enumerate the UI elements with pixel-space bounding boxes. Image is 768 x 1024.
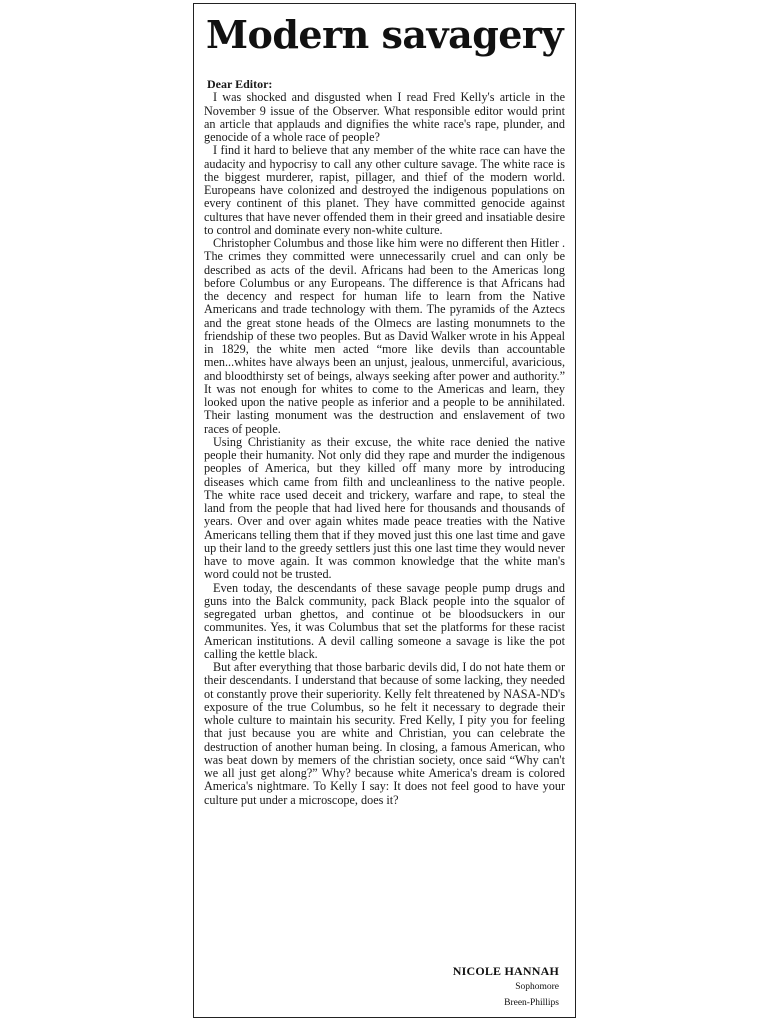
signature-block: [453, 964, 559, 1011]
letter-paragraph: I was shocked and disgusted when I read Fred Kelly's article in the November 9 issue of the Observer. What responsible editor would print an article that applauds and dignifies the white race's rape, plunder, and genocide of a whole race of people?: [204, 90, 565, 144]
letter-paragraph: Using Christianity as their excuse, the white race denied the native people their humanity. Not only did they rape and murder the indigenous peoples of America, but they killed off many more by introducing diseases which came from filth and uncleanliness to the native people. The white race used deceit and trickery, warfare and rape, to steal the land from the people that had lived here for thousands and thousands of years. Over and over again whites made peace treaties with the Native Americans telling them that if they moved just this one last time and gave up their land to the greedy settlers just this one last time they would never have to move again. It was common knowledge that the white man's word could not be trusted.: [204, 434, 565, 582]
author-year: Sophomore: [515, 982, 559, 992]
headline: Modern savagery: [205, 12, 564, 57]
author-name: NICOLE HANNAH: [452, 964, 559, 978]
letter-paragraph: I find it hard to believe that any member of the white race can have the audacity and hypocrisy to call any other culture savage. The white race is the biggest murderer, rapist, pillager, and thief of the modern world. Europeans have colonized and destroyed the indigenous populations on every continent of this planet. They have committed genocide against cultures that have never offended them in their greed and insatiable desire to control and dominate every non-white culture.: [204, 143, 565, 237]
letter-paragraph: Even today, the descendants of these savage people pump drugs and guns into the Balck community, pack Black people into the squalor of segregated urban ghettos, and continue ot be bloodsuckers in our communites. Yes, it was Columbus that set the platforms for these racist American institutions. A devil calling someone a savage is like the pot calling the kettle black.: [204, 580, 565, 661]
letter-body: [204, 78, 565, 807]
salutation: Dear Editor:: [207, 77, 273, 91]
author-hall: Breen-Phillips: [504, 998, 559, 1008]
letter-clipping: [193, 3, 576, 1018]
letter-paragraph: Christopher Columbus and those like him were no different then Hitler . The crimes they committed were unnecessarily cruel and can only be described as acts of the devil. Africans had been to the Americas long before Columbus or any Europeans. The difference is that Africans had the decency and respect for human life to learn from the Native Americans and trade technology with them. The pyramids of the Aztecs and the great stone heads of the Olmecs are lasting monumnets to the friendship of these two peoples. But as David Walker wrote in his Appeal in 1829, the white men acted “more like devils than accountable men...whites have always been an unjust, jealous, unmerciful, avaricious, and bloodthirsty set of beings, always seeking after power and authority.” It was not enough for whites to come to the Americas and learn, they looked upon the native people as inferior and a people to be annihilated. Their lasting monument was the destruction and enslavement of two races of people.: [204, 236, 565, 436]
letter-paragraph: But after everything that those barbaric devils did, I do not hate them or their descendants. I understand that because of some lacking, they needed ot constantly prove their superiority. Kelly felt threatened by NASA-ND's exposure of the true Columbus, so he felt it necessary to degrade their whole culture to maintain his security. Fred Kelly, I pity you for feeling that just because you are white and Christian, you can celebrate the destruction of another human being. In closing, a famous American, who was beat down by memers of the christian society, once said “Why can't we all just get along?” Why? because white America's dream is colored America's nightmare. To Kelly I say: It does not feel good to have your culture put under a microscope, does it?: [204, 660, 565, 807]
